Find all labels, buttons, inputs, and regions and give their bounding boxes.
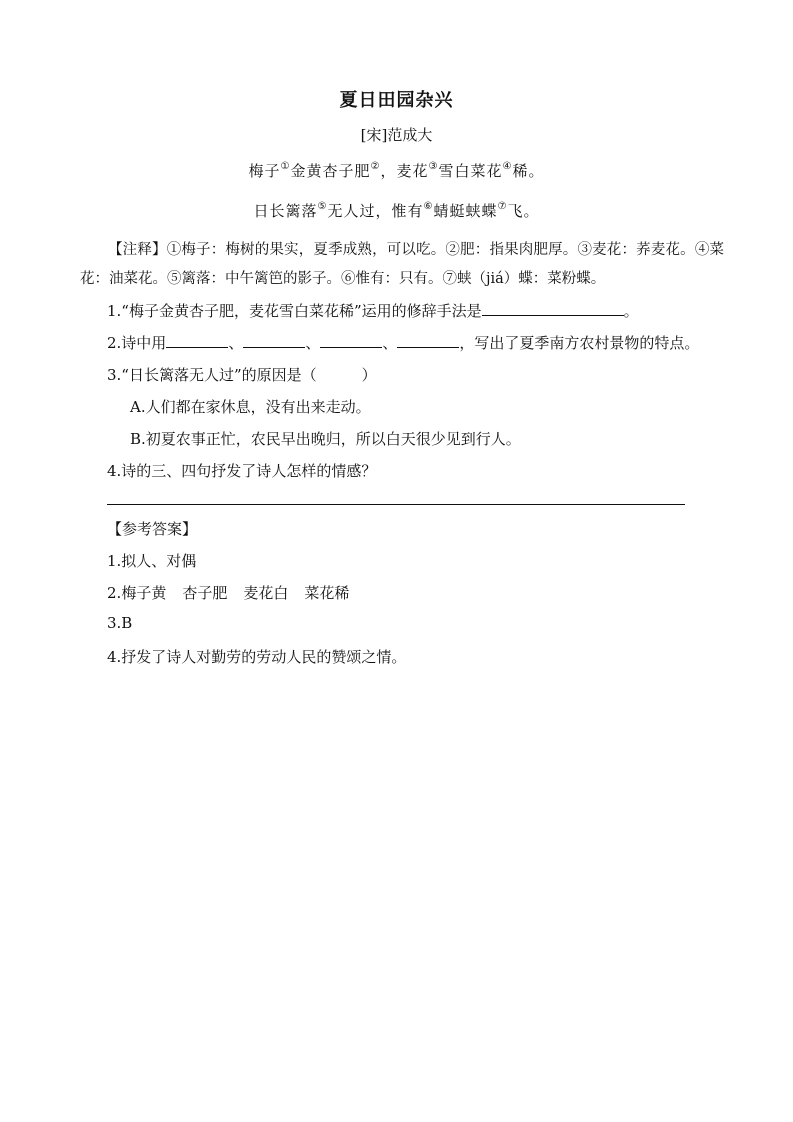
question-3: 3.“日长篱落无人过”的原因是（ ）	[107, 366, 377, 384]
footnote-marker: ③	[428, 161, 439, 172]
poem-text: 无人过，惟有	[327, 202, 424, 220]
question-1-end: 。	[623, 302, 639, 320]
question-2-end: ，写出了夏季南方农村景物的特点。	[459, 334, 700, 352]
answer-3: 3.B	[107, 614, 133, 632]
footnote-marker: ⑥	[423, 201, 434, 212]
question-4: 4.诗的三、四句抒发了诗人怎样的情感？	[107, 462, 377, 480]
poem-text: 稀。	[512, 162, 545, 180]
separator: 、	[305, 334, 321, 352]
poem-line-2	[0, 200, 793, 221]
annotation-notes	[80, 236, 724, 294]
poem-author: [宋]范成大	[360, 126, 433, 144]
footnote-marker: ④	[502, 161, 513, 172]
answer-blank[interactable]	[397, 332, 459, 348]
poem-line-1	[0, 160, 793, 181]
answer-blank[interactable]	[482, 300, 624, 316]
question-3-option-a[interactable]: A.人们都在家休息，没有出来走动。	[130, 398, 371, 416]
question-1-text: 1.“梅子金黄杏子肥，麦花雪白菜花稀”运用的修辞手法是	[107, 302, 482, 320]
poem-title: 夏日田园杂兴	[339, 90, 454, 111]
footnote-marker: ⑤	[317, 201, 328, 212]
footnote-marker: ①	[280, 161, 291, 172]
poem-text: 蜻蜓蛱蝶	[433, 202, 498, 220]
poem-text: 雪白菜花	[438, 162, 503, 180]
question-2	[107, 332, 699, 353]
answer-2-label: 2.	[107, 584, 122, 602]
answer-blank[interactable]	[243, 332, 305, 348]
poem-text: 日长篱落	[253, 202, 318, 220]
footnote-marker: ⑦	[497, 201, 508, 212]
footnote-marker: ②	[370, 161, 381, 172]
answer-blank[interactable]	[320, 332, 382, 348]
poem-text: ，麦花	[380, 162, 429, 180]
poem-text: 金黄杏子肥	[290, 162, 371, 180]
answer-blank[interactable]	[166, 332, 228, 348]
notes-text: ①梅子：梅树的果实，夏季成熟，可以吃。②肥：指果肉肥厚。③麦花：荞麦花。④菜花：油菜花。⑤篱落：中午篱笆的影子。⑥惟有：只有。⑦蛱（jiá）蝶：菜粉蝶。	[80, 242, 725, 287]
answer-2-item: 梅子黄	[121, 584, 167, 602]
poem-text: 梅子	[248, 162, 281, 180]
answer-1: 1.拟人、对偶	[107, 552, 197, 570]
question-2-text: 2.诗中用	[107, 334, 167, 352]
answer-2-item: 杏子肥	[182, 584, 228, 602]
answer-2-item: 菜花稀	[304, 584, 350, 602]
question-1	[107, 300, 639, 321]
answer-2	[107, 582, 349, 603]
answer-line[interactable]	[107, 504, 685, 505]
question-3-option-b[interactable]: B.初夏农事正忙，农民早出晚归，所以白天很少见到行人。	[130, 430, 521, 448]
answers-heading: 【参考答案】	[107, 520, 198, 538]
answer-2-item: 麦花白	[243, 584, 289, 602]
poem-text: 飞。	[507, 202, 540, 220]
notes-label: 【注释】	[108, 242, 167, 258]
separator: 、	[228, 334, 244, 352]
separator: 、	[382, 334, 398, 352]
answer-4: 4.抒发了诗人对勤劳的劳动人民的赞颂之情。	[107, 648, 407, 666]
